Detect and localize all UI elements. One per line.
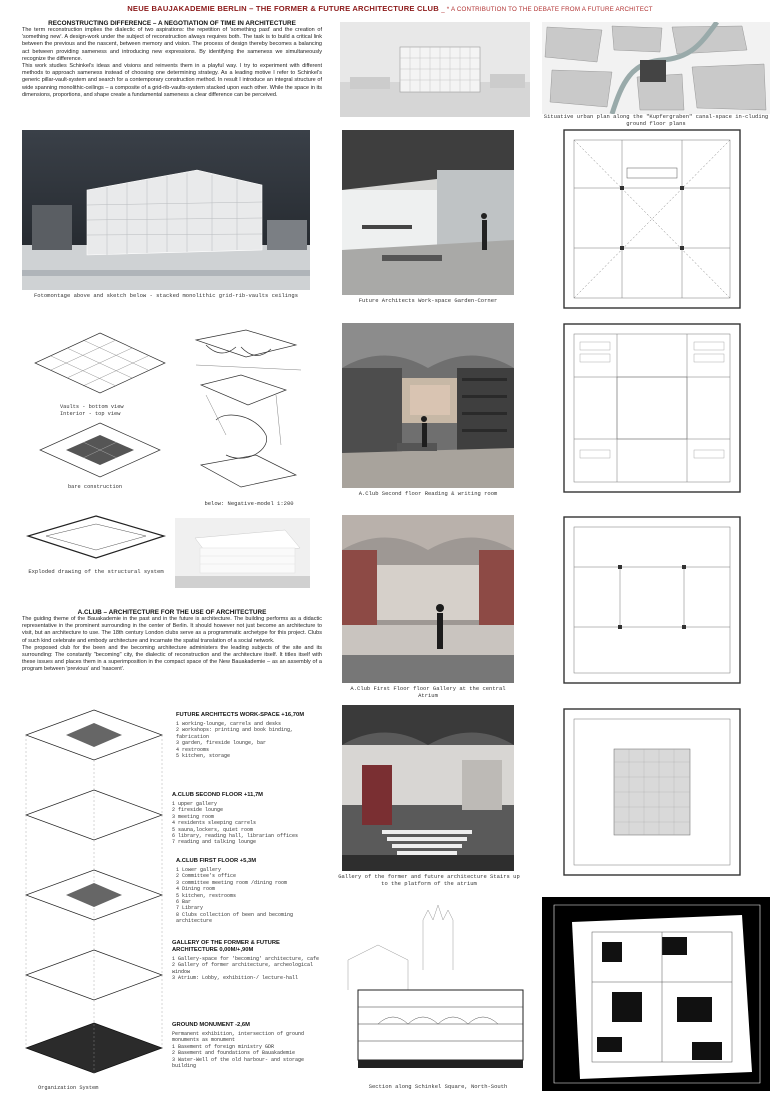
caption-first-floor: A.Club First Floor floor Gallery at the central Atrium <box>350 685 506 699</box>
club-heading: A.CLUB – ARCHITECTURE FOR THE USE OF ARCHITECTURE <box>77 609 267 616</box>
intro-text <box>22 27 322 99</box>
floor-items: 1 upper gallery 2 fireside lounge 3 meeting room 4 residents sleeping carrels 5 sauna,lockers, quiet room 6 library, reading hall, librarian offices 7 reading and talking lounge <box>172 801 299 846</box>
plan-work-space <box>562 128 742 310</box>
floor-heading: GROUND MONUMENT -2,6M <box>172 1022 250 1028</box>
intro-heading: RECONSTRUCTING DIFFERENCE – A NEGOTIATION OF TIME IN ARCHITECTURE <box>48 20 296 27</box>
second-floor-render <box>342 323 514 488</box>
caption-fotomontage: Fotomontage above and sketch below - stacked monolithic grid-rib-vaults ceilings <box>33 292 299 299</box>
vaults-bottom-drawing <box>30 328 170 408</box>
interior-top-drawing <box>30 420 170 485</box>
caption-urban-plan: Situative urban plan along the "Kupfergraben" canal-space in-cluding ground floor plans <box>543 113 769 127</box>
floor-heading: FUTURE ARCHITECTS WORK-SPACE +16,70M <box>176 712 305 718</box>
fotomontage <box>22 130 310 290</box>
intro-paragraph-1: The term reconstruction implies the dialectic of two aspirations: the repetition of 'something past' and the creation of 'something new'. A design-work under the subject of reconstruction always requires both. The task is to build a critical link between the previous and the nascent, between memory and vision. The process of design thereby becomes a balancing act between providing sameness and introducing new expressions. By identifying the sameness we simultaneously recognize the difference. <box>22 27 322 62</box>
ground-monument-plan <box>542 897 770 1091</box>
first-floor-render <box>342 515 514 683</box>
poster-subtitle: A CONTRIBUTION TO THE DEBATE FROM A FUTURE ARCHITECT <box>450 6 653 13</box>
caption-vaults-bottom: Vaults - bottom view <box>60 404 124 410</box>
section-drawing <box>338 900 538 1078</box>
caption-second-floor: A.Club Second floor Reading & writing room <box>358 490 498 497</box>
poster-title: NEUE BAUJAKADEMIE BERLIN – THE FORMER & FUTURE ARCHITECTURE CLUB <box>127 4 439 13</box>
gallery-render <box>342 705 514 871</box>
poster-subtitle-prefix: _ * <box>441 6 451 13</box>
floor-items: 1 Gallery-space for 'becoming' architecture, cafe 2 Gallery of former architecture, archeological window 3 Atrium: Lobby, exhibition-/ lecture-hall <box>172 956 320 982</box>
floor-heading: A.CLUB SECOND FLOOR +11,7M <box>172 792 263 798</box>
caption-organization: Organization System <box>38 1085 99 1091</box>
plan-first-floor <box>562 515 742 685</box>
caption-section: Section along Schinkel Square, North-South <box>368 1083 508 1090</box>
club-text <box>22 616 322 674</box>
floor-heading: A.CLUB FIRST FLOOR +5,3M <box>176 858 257 864</box>
model-photo-top <box>340 22 530 117</box>
caption-gallery: Gallery of the former and future architecture Stairs up to the platform of the atrium <box>338 873 520 887</box>
negative-model-sketch <box>186 325 312 493</box>
caption-workspace: Future Architects Work-space Garden-Corner <box>358 297 498 304</box>
plan-gallery <box>562 707 742 877</box>
floor-legend-0 <box>176 712 326 759</box>
floor-items: 1 working-lounge, carrels and desks 2 workshops: printing and book binding, fabrication 3 garden, fireside lounge, bar 4 restrooms 5 kitchen, storage <box>176 721 294 760</box>
workspace-render <box>342 130 514 295</box>
floor-legend-3 <box>172 940 322 982</box>
caption-negative-model: below: Negative-model 1:200 <box>204 500 294 507</box>
intro-block <box>22 20 322 99</box>
exploded-structure-drawing <box>22 512 170 564</box>
club-block <box>22 609 322 674</box>
floor-heading: GALLERY OF THE FORMER & FUTURE ARCHITECTURE 0,00M/+,90M <box>172 940 280 953</box>
model-photo-white <box>175 518 310 588</box>
caption-bare-construction: bare construction <box>68 484 123 490</box>
plan-second-floor <box>562 322 742 494</box>
intro-paragraph-2: This work studies Schinkel's ideas and visions and reinvents them in a playful way. I try to experiment with different methods to approach sameness instead of choosing one determining strategy. As a leading motive I refer to Schinkel's generic pillar-vault-system and search for a contemporary construction method. In result I introduce an integral structure of wide spanning monolithic-ceilings – a composite of a grid-rib-vaults-system stacked upon each other. While the space in its dimensions, proportions, and shape create a fundamental sameness a clear difference can be perceived. <box>22 63 322 98</box>
floor-legend-4 <box>172 1022 322 1069</box>
floor-items: Permanent exhibition, intersection of ground monuments as monument 1 Basement of foreign ministry GDR 2 Basement and foundations of Bauakademie 3 Water-Well of the old harbour- and storage building <box>172 1031 305 1070</box>
floor-items: 1 Lower gallery 2 Committee's office 3 committee meeting room /dining room 4 Dining room 5 kitchen, restrooms 6 Bar 7 Library 8 Clubs collection of been and becoming architecture <box>176 867 294 925</box>
poster-header <box>0 4 780 13</box>
caption-exploded: Exploded drawing of the structural system <box>28 568 164 575</box>
club-paragraph-1: The guiding theme of the Bauakademie in the past and in the future is architecture. The building performs as a didactic representative in the prominent surrounding in the center of Berlin. It should however not just become an architecture to visit, but an architecture to use. The 18th century London clubs serve as a programmatic archetype for this project. Clubs of such kind celebrate and embody architecture and incarnate the spatial translation of a social network. <box>22 616 322 644</box>
urban-plan <box>542 22 770 114</box>
floor-legend-1 <box>172 792 322 846</box>
club-paragraph-2: The proposed club for the been and the becoming architecture administers the leading subjects of the site and its surrounding: The constantly "becoming" city, the dialectic of reconstruction and the architecture itself. It titles itself with these issues and places them in a superimposition in the compact space of the New Bauakademie – as an assembly of a program between 'previous' and 'nascent'. <box>22 644 322 673</box>
floor-legend-2 <box>176 858 326 925</box>
caption-interior-top: Interior - top view <box>60 411 121 417</box>
organization-system-drawing <box>22 705 167 1085</box>
